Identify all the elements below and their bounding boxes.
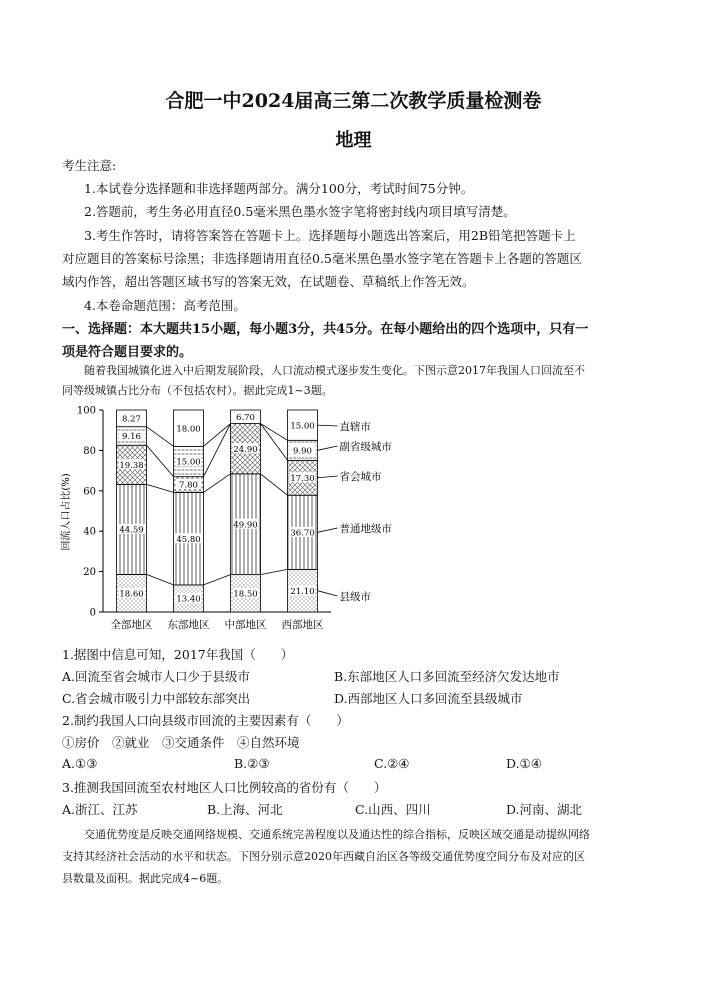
q1-option-d: D.西部地区人口多回流至县级城市 bbox=[334, 691, 523, 706]
connector-line bbox=[261, 474, 288, 495]
q3-option-d: D.河南、湖北 bbox=[506, 802, 583, 817]
note-item-3-cont-2: 域内作答，超出答题区域书写的答案无效，在试题卷、草稿纸上作答无效。 bbox=[62, 274, 475, 289]
legend-leader-line bbox=[318, 425, 338, 426]
y-tick-label: 60 bbox=[83, 486, 96, 498]
legend-label: 县级市 bbox=[339, 591, 371, 603]
data-label: 24.90 bbox=[233, 444, 258, 455]
intro-2-line2: 支持其经济社会活动的水平和状态。下图分别示意2020年西藏自治区各等级交通优势度空间分布及对应的区 bbox=[62, 850, 585, 863]
data-label: 9.16 bbox=[122, 432, 141, 443]
connector-line bbox=[147, 445, 174, 476]
connector-line bbox=[204, 474, 231, 493]
q2-option-a: A.①③ bbox=[62, 756, 98, 771]
legend-leader-line bbox=[318, 446, 338, 450]
q2-stem: 2.制约我国人口向县级市回流的主要因素有（ ） bbox=[62, 713, 349, 728]
q3-option-c: C.山西、四川 bbox=[355, 802, 431, 817]
connector-line bbox=[261, 424, 288, 461]
data-label: 49.90 bbox=[233, 520, 258, 531]
intro-1-line1: 随着我国城镇化进入中后期发展阶段，人口流动模式逐步发生变化。下图示意2017年我国人口回流至不 bbox=[84, 364, 585, 377]
legend-label: 直辖市 bbox=[339, 421, 371, 433]
y-tick-label: 40 bbox=[83, 526, 96, 538]
q1-option-c: C.省会城市吸引力中部较东部突出 bbox=[62, 691, 251, 706]
data-label: 19.38 bbox=[119, 460, 144, 471]
data-label: 6.70 bbox=[236, 412, 255, 423]
legend-leader-line bbox=[318, 476, 338, 478]
data-label: 7.80 bbox=[179, 480, 198, 491]
q2-option-c: C.②④ bbox=[374, 756, 410, 771]
q3-option-b: B.上海、河北 bbox=[207, 802, 283, 817]
legend-leader-line bbox=[318, 591, 338, 596]
connector-line bbox=[204, 424, 231, 447]
q2-option-d: D.①④ bbox=[506, 756, 542, 771]
connector-line bbox=[261, 569, 288, 574]
exam-subject: 地理 bbox=[335, 130, 372, 151]
note-item-3-cont-1: 对应题目的答案标号涂黑；非选择题请用直径0.5毫米黑色墨水签字笔在答题卡上各题的答题区 bbox=[62, 251, 582, 266]
connector-line bbox=[147, 484, 174, 492]
connector-line bbox=[204, 424, 231, 477]
x-tick-label: 西部地区 bbox=[281, 619, 324, 631]
data-label: 45.80 bbox=[176, 534, 201, 545]
data-label: 21.10 bbox=[290, 586, 315, 597]
intro-2-line3: 县数量及面积。据此完成4~6题。 bbox=[62, 872, 229, 885]
data-label: 18.00 bbox=[176, 424, 201, 435]
legend-leader-line bbox=[318, 528, 338, 532]
intro-2-line1: 交通优势度是反映交通网络规模、交通系统完善程度以及通达性的综合指标，反映区域交通是动提纵网络 bbox=[84, 828, 590, 841]
note-item-3: 3.考生作答时，请将答案答在答题卡上。选择题每小题选出答案后，用2B铅笔把答题卡上 bbox=[84, 228, 576, 243]
y-tick-label: 100 bbox=[76, 405, 96, 417]
x-tick-label: 全部地区 bbox=[110, 619, 153, 631]
connector-line bbox=[147, 427, 174, 447]
y-axis-label: 回流人口占比(%) bbox=[61, 473, 72, 551]
data-label: 9.90 bbox=[293, 446, 312, 457]
data-label: 8.27 bbox=[122, 414, 141, 425]
x-tick-label: 中部地区 bbox=[224, 619, 267, 631]
y-tick-label: 20 bbox=[83, 567, 96, 579]
data-label: 13.40 bbox=[176, 594, 201, 605]
connector-line bbox=[204, 575, 231, 585]
q1-option-b: B.东部地区人口多回流至经济欠发达地市 bbox=[334, 669, 560, 684]
data-label: 17.30 bbox=[290, 473, 315, 484]
intro-1-line2: 同等级城镇占比分布（不包括农村）。据此完成1~3题。 bbox=[62, 384, 333, 397]
note-item-4: 4.本卷命题范围：高考范围。 bbox=[84, 298, 246, 313]
connector-line bbox=[261, 424, 288, 441]
x-tick-label: 东部地区 bbox=[167, 619, 210, 631]
data-label: 36.70 bbox=[290, 528, 315, 539]
q2-factors: ①房价 ②就业 ③交通条件 ④自然环境 bbox=[62, 735, 300, 750]
q1-option-a: A.回流至省会城市人口少于县级市 bbox=[62, 669, 251, 684]
q1-stem: 1.据图中信息可知，2017年我国（ ） bbox=[62, 647, 294, 662]
y-tick-label: 80 bbox=[83, 445, 96, 457]
q3-option-a: A.浙江、江苏 bbox=[62, 802, 138, 817]
data-label: 15.00 bbox=[176, 457, 201, 468]
data-label: 18.60 bbox=[119, 589, 144, 600]
legend-label: 普通地级市 bbox=[339, 523, 392, 535]
data-label: 15.00 bbox=[290, 421, 315, 432]
legend-label: 副省级城市 bbox=[339, 441, 392, 453]
section-1-heading-line2: 项是符合题目要求的。 bbox=[62, 345, 193, 360]
q2-option-b: B.②③ bbox=[234, 756, 270, 771]
stacked-bar-chart bbox=[55, 400, 435, 640]
data-label: 44.59 bbox=[119, 525, 144, 536]
connector-line bbox=[147, 574, 174, 585]
data-label: 18.50 bbox=[233, 589, 258, 600]
note-item-2: 2.答题前，考生务必用直径0.5毫米黑色墨水签字笔将密封线内项目填写清楚。 bbox=[84, 204, 516, 219]
exam-title: 合肥一中2024届高三第二次教学质量检测卷 bbox=[165, 90, 542, 112]
q3-stem: 3.推测我国回流至农村地区人口比例较高的省份有（ ） bbox=[62, 780, 387, 795]
legend-label: 省会城市 bbox=[339, 471, 382, 483]
y-tick-label: 0 bbox=[89, 607, 96, 619]
notes-heading: 考生注意: bbox=[62, 158, 117, 173]
section-1-heading-line1: 一、选择题：本大题共15小题，每小题3分，共45分。在每小题给出的四个选项中，只有一 bbox=[62, 322, 589, 337]
note-item-1: 1.本试卷分选择题和非选择题两部分。满分100分，考试时间75分钟。 bbox=[84, 181, 474, 196]
